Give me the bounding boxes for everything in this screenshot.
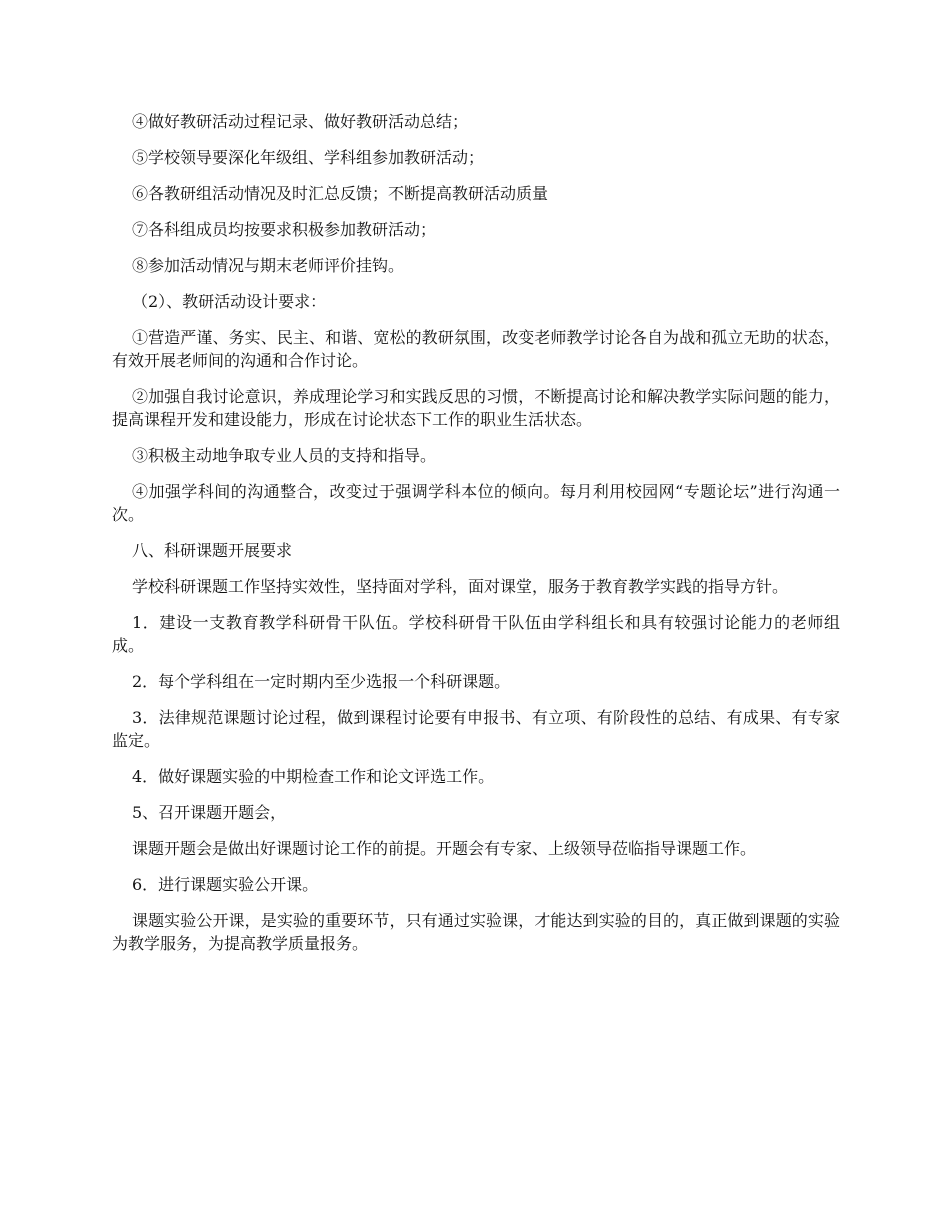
- paragraph: ⑤学校领导要深化年级组、学科组参加教研活动；: [132, 148, 485, 167]
- section-heading: 八、科研课题开展要求: [132, 541, 293, 560]
- paragraph: 4．做好课题实验的中期检查工作和论文评选工作。: [132, 767, 495, 786]
- paragraph: ⑥各教研组活动情况及时汇总反馈；不断提高教研活动质量: [132, 184, 549, 203]
- paragraph: ②加强自我讨论意识，养成理论学习和实践反思的习惯，不断提高讨论和解决教学实际问题的能力，提高课程开发和建设能力，形成在讨论状态下工作的职业生活状态。: [112, 387, 840, 429]
- paragraph: ③积极主动地争取专业人员的支持和指导。: [132, 446, 437, 465]
- paragraph: （2）、教研活动设计要求：: [132, 292, 327, 311]
- paragraph: ①营造严谨、务实、民主、和谐、宽松的教研氛围，改变老师教学讨论各自为战和孤立无助的状态，有效开展老师间的沟通和合作讨论。: [112, 328, 840, 370]
- paragraph: ④做好教研活动过程记录、做好教研活动总结；: [132, 112, 469, 131]
- paragraph: 6．进行课题实验公开课。: [132, 875, 319, 894]
- paragraph: 课题开题会是做出好课题讨论工作的前提。开题会有专家、上级领导莅临指导课题工作。: [132, 839, 757, 858]
- paragraph: ⑦各科组成员均按要求积极参加教研活动；: [132, 220, 437, 239]
- paragraph: 学校科研课题工作坚持实效性，坚持面对学科，面对课堂，服务于教育教学实践的指导方针。: [132, 577, 789, 596]
- paragraph: 课题实验公开课，是实验的重要环节，只有通过实验课，才能达到实验的目的，真正做到课题的实验为教学服务，为提高教学质量报务。: [112, 911, 840, 953]
- paragraph: 1．建设一支教育教学科研骨干队伍。学校科研骨干队伍由学科组长和具有较强讨论能力的老师组成。: [112, 613, 840, 655]
- paragraph: 3．法律规范课题讨论过程，做到课程讨论要有申报书、有立项、有阶段性的总结、有成果、有专家监定。: [112, 708, 840, 750]
- document-page: [112, 110, 840, 968]
- paragraph: ④加强学科间的沟通整合，改变过于强调学科本位的倾向。每月利用校园网“专题论坛”进行沟通一次。: [112, 482, 840, 524]
- paragraph: 2．每个学科组在一定时期内至少选报一个科研课题。: [132, 672, 511, 691]
- paragraph: 5、召开课题开题会，: [132, 803, 287, 822]
- paragraph: ⑧参加活动情况与期末老师评价挂钩。: [132, 256, 405, 275]
